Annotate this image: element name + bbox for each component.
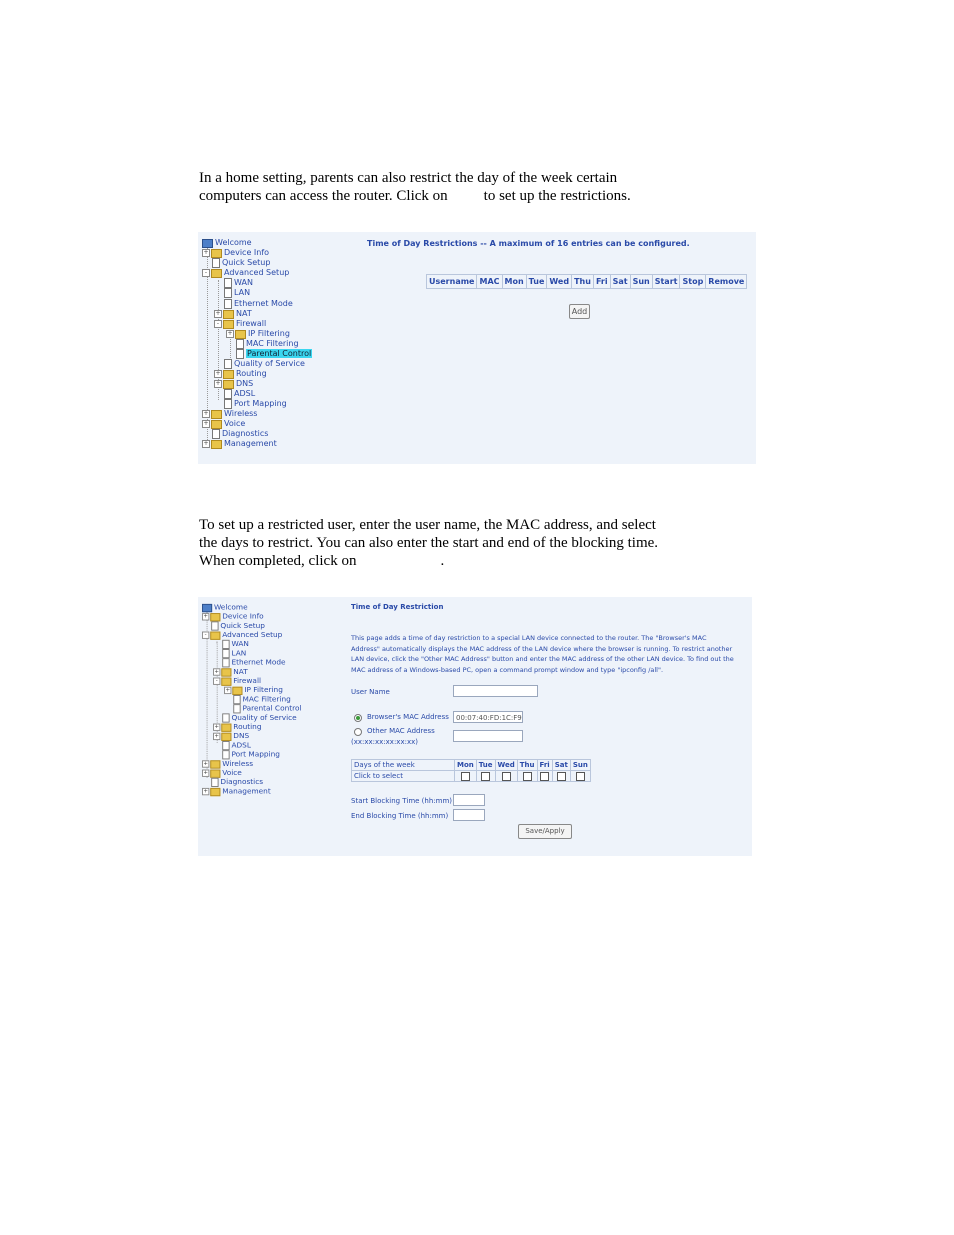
tree-item-advanced-setup[interactable]: - Advanced Setup [202,631,282,640]
tree-item-ethernet-mode[interactable]: Ethernet Mode [222,658,285,667]
page-icon [224,299,232,309]
tree-item-dns[interactable]: + DNS [214,731,250,741]
tree-item-port-mapping[interactable]: Port Mapping [224,399,287,409]
tree-item-wan[interactable]: WAN [222,640,249,649]
browser-mac-label: Browser's MAC Address [367,713,449,721]
screenshot-restrictions-list [198,232,756,464]
tree-item-diagnostics[interactable]: Diagnostics [212,429,268,439]
tree-item-management[interactable]: + Management [203,787,271,796]
tree-item-welcome[interactable]: Welcome [202,603,248,612]
column-header-username: Username [427,275,477,289]
expand-icon[interactable]: + [214,723,220,730]
page-icon [224,389,232,399]
folder-icon [223,320,234,329]
expand-icon[interactable]: + [214,668,220,675]
column-header-fri: Fri [593,275,610,289]
tree-item-qos[interactable]: Quality of Service [222,713,296,722]
page-icon [236,339,244,349]
collapse-icon[interactable]: - [202,269,210,277]
computer-icon [202,239,213,248]
column-header-mon: Mon [502,275,526,289]
day-cell-mon [455,771,477,782]
browser-mac-radio[interactable] [354,714,362,722]
tree-item-nat[interactable]: + NAT [214,667,248,676]
tree-item-adsl[interactable]: ADSL [222,741,251,750]
tree-item-voice[interactable]: + Voice [203,768,242,777]
days-header-row [352,760,591,771]
folder-icon [210,631,220,639]
user-name-label: User Name [351,688,390,696]
folder-icon [235,330,246,339]
tree-item-firewall[interactable]: - Firewall [214,319,266,329]
tree-item-ip-filtering[interactable]: + IP Filtering [227,329,290,338]
folder-icon [223,380,234,389]
column-header-start: Start [652,275,680,289]
expand-icon[interactable]: + [203,420,209,427]
page-icon [222,750,229,759]
expand-icon[interactable]: + [215,310,221,317]
column-header-wed: Wed [547,275,572,289]
tree-item-dns[interactable]: + DNS [215,379,254,388]
folder-icon [221,677,231,685]
page-icon [211,621,218,630]
tree-item-advanced-setup[interactable]: - Advanced Setup [202,268,289,278]
form-description: This page adds a time of day restriction to a special LAN device connected to the router. The "Browser's MAC Address" automatically displays the MAC address of the LAN device where the browser is running. To restrict another LAN device, click the "Other MAC Address" button and enter the MAC address of the other LAN device. To find out the MAC address of a Windows-based PC, open a command prompt window and type "ipconfig /all". [351,634,734,674]
restrictions-table-header [427,275,747,289]
day-checkbox-mon[interactable] [461,772,470,781]
column-header-stop: Stop [680,275,706,289]
day-cell-fri [537,771,552,782]
column-header-mac: MAC [477,275,502,289]
tree-item-quick-setup[interactable]: Quick Setup [211,621,265,630]
save-apply-button[interactable]: Save/Apply [518,824,572,839]
page-icon [212,258,220,268]
tree-item-mac-filtering[interactable]: MAC Filtering [233,695,291,704]
folder-icon [211,269,222,278]
intro-paragraph [199,169,759,205]
column-header-sun: Sun [630,275,652,289]
day-header-sat: Sat [552,760,570,771]
setup-line-3b: . [440,553,445,569]
setup-line-2: the days to restrict. You can also enter the start and end of the blocking time. [199,535,659,551]
folder-icon [221,723,231,731]
tree-item-voice[interactable]: + Voice [203,419,246,428]
day-cell-tue [476,771,495,782]
collapse-icon[interactable]: - [202,632,209,639]
page-icon [224,278,232,288]
day-header-fri: Fri [537,760,552,771]
expand-icon[interactable]: + [203,769,208,776]
expand-icon[interactable]: + [203,613,208,620]
intro-line-2a: computers can access the router. Click on [199,188,448,204]
tree-item-lan[interactable]: LAN [224,288,250,298]
setup-line-3a: When completed, click on [199,553,357,569]
folder-icon [223,310,234,319]
expand-icon[interactable]: + [214,732,220,740]
page-icon [211,778,218,787]
tree-item-firewall[interactable]: - Firewall [213,677,261,686]
tree-item-diagnostics[interactable]: Diagnostics [211,778,263,787]
folder-icon [221,668,231,676]
tree-item-ethernet-mode[interactable]: Ethernet Mode [224,299,293,309]
day-cell-wed [495,771,517,782]
folder-icon [221,732,231,740]
collapse-icon[interactable]: - [213,678,220,685]
tree-item-welcome[interactable]: Welcome [202,238,252,248]
click-to-select-label: Click to select [352,771,455,782]
tree-item-device-info[interactable]: + Device Info [203,612,264,621]
page-icon [222,713,229,722]
day-cell-thu [517,771,537,782]
column-header-sat: Sat [610,275,630,289]
day-header-tue: Tue [476,760,495,771]
setup-line-1: To set up a restricted user, enter the user name, the MAC address, and select [199,517,656,533]
tree-item-routing[interactable]: + Routing [215,369,267,378]
user-name-input[interactable] [453,685,538,697]
other-mac-radio[interactable] [354,728,362,736]
page-icon [233,704,240,713]
expand-icon[interactable]: + [225,686,231,694]
folder-icon [210,787,220,795]
other-mac-input[interactable] [453,730,523,742]
folder-icon [223,370,234,379]
add-button[interactable]: Add [569,304,590,319]
start-time-label: Start Blocking Time (hh:mm) [351,797,452,805]
day-checkbox-sun[interactable] [576,772,585,781]
page-icon [222,658,229,667]
restrictions-table [426,274,747,289]
page-icon [222,741,229,750]
column-header-remove: Remove [706,275,747,289]
page-icon [222,640,229,649]
day-checkbox-sat[interactable] [557,772,566,781]
page-icon [224,399,232,409]
column-header-thu: Thu [572,275,594,289]
expand-icon[interactable]: + [203,410,209,417]
page-icon [236,349,244,359]
browser-mac-input[interactable]: 00:07:40:FD:1C:F9 [453,711,523,723]
folder-icon [211,410,222,419]
expand-icon[interactable]: + [203,760,208,767]
computer-icon [202,603,212,611]
tree-item-wan[interactable]: WAN [224,278,253,288]
intro-line-2b: to set up the restrictions. [483,188,631,204]
expand-icon[interactable]: + [203,249,209,256]
collapse-icon[interactable]: - [214,320,222,328]
setup-paragraph [199,516,759,570]
days-label: Days of the week [352,760,455,771]
page-icon [233,695,240,704]
tree-item-parental-control[interactable]: Parental Control [233,704,301,713]
tree-item-parental-control[interactable]: Parental Control [236,349,312,359]
start-time-input[interactable] [453,794,485,806]
other-mac-hint: (xx:xx:xx:xx:xx:xx) [351,738,418,746]
column-header-tue: Tue [526,275,547,289]
day-header-mon: Mon [455,760,477,771]
tree-item-ip-filtering[interactable]: + IP Filtering [225,685,283,695]
tree-item-nat[interactable]: + NAT [215,309,252,318]
day-header-thu: Thu [517,760,537,771]
folder-icon [211,249,222,258]
tree-item-routing[interactable]: + Routing [214,722,262,731]
expand-icon[interactable]: + [215,380,221,387]
tree-item-mac-filtering[interactable]: MAC Filtering [236,339,299,349]
expand-icon[interactable]: + [227,330,233,337]
tree-item-port-mapping[interactable]: Port Mapping [222,750,280,759]
page-icon [212,429,220,439]
expand-icon[interactable]: + [203,787,208,795]
form-title: Time of Day Restriction [351,603,444,611]
days-table [351,759,591,782]
intro-line-1: In a home setting, parents can also restrict the day of the week certain [199,170,618,186]
tree-item-lan[interactable]: LAN [222,649,246,658]
day-checkbox-fri[interactable] [540,772,549,781]
restrictions-title: Time of Day Restrictions -- A maximum of 16 entries can be configured. [367,239,690,248]
tree-item-qos[interactable]: Quality of Service [224,359,305,369]
folder-icon [211,440,222,449]
screenshot-restriction-form [198,597,752,856]
page-icon [224,288,232,298]
expand-icon[interactable]: + [215,370,221,377]
tree-item-management[interactable]: + Management [203,439,277,448]
tree-item-device-info[interactable]: + Device Info [203,248,270,257]
folder-icon [210,769,220,777]
folder-icon [211,420,222,429]
tree-item-adsl[interactable]: ADSL [224,389,255,399]
tree-item-wireless[interactable]: + Wireless [203,759,254,768]
day-header-sun: Sun [570,760,590,771]
tree-item-quick-setup[interactable]: Quick Setup [212,258,270,268]
page-icon [222,649,229,658]
end-time-input[interactable] [453,809,485,821]
day-cell-sun [570,771,590,782]
day-header-wed: Wed [495,760,517,771]
tree-item-wireless[interactable]: + Wireless [203,409,258,418]
day-checkbox-thu[interactable] [523,772,532,781]
end-time-label: End Blocking Time (hh:mm) [351,812,449,820]
day-cell-sat [552,771,570,782]
folder-icon [210,760,220,768]
other-mac-label: Other MAC Address [367,727,435,735]
folder-icon [232,686,242,694]
page-icon [224,359,232,369]
days-checkbox-row [352,771,591,782]
expand-icon[interactable]: + [203,440,209,447]
folder-icon [210,613,220,621]
day-checkbox-tue[interactable] [481,772,490,781]
day-checkbox-wed[interactable] [502,772,511,781]
